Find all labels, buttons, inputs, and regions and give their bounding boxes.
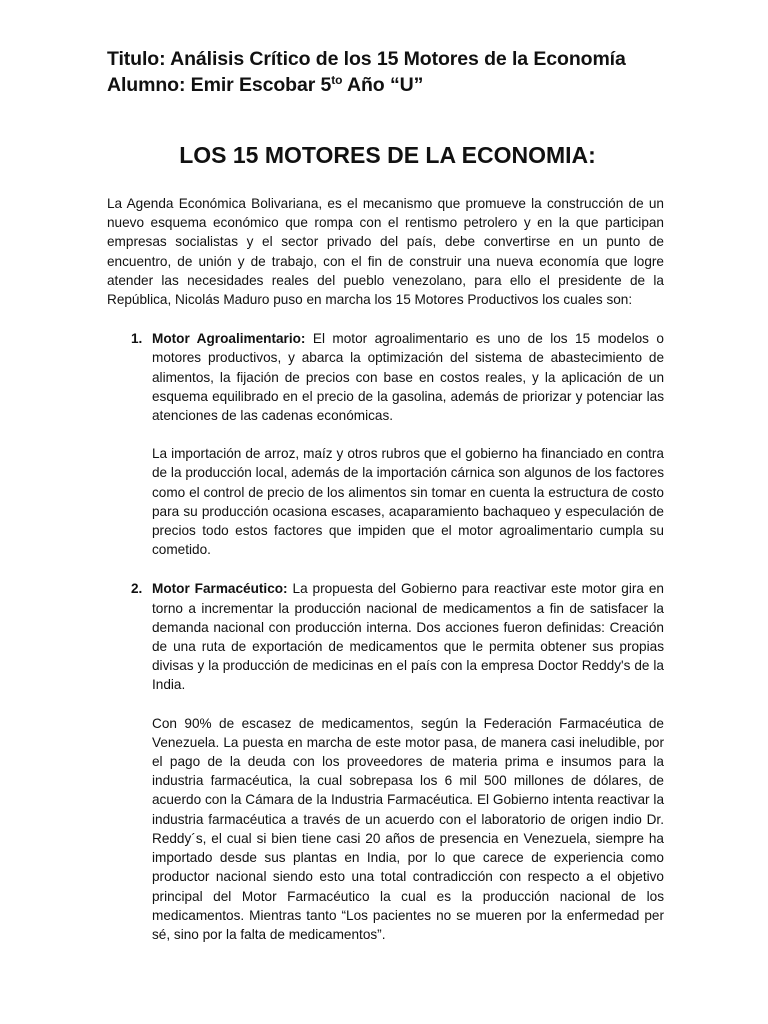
list-item-heading: Motor Farmacéutico:: [152, 581, 288, 597]
list-item-lead-paragraph: [152, 579, 664, 694]
intro-paragraph: La Agenda Económica Bolivariana, es el mecanismo que promueve la construcción de un nuevo esquema económico que rompa con el rentismo petrolero y en la que participan empresas socialistas y el sector privado del país, debe convertirse en un punto de encuentro, de unión y de trabajo, con el fin de construir una nueva economía que logre atender las necesidades reales del pueblo venezolano, para ello el presidente de la República, Nicolás Maduro puso en marcha los 15 Motores Productivos los cuales son:: [107, 196, 664, 308]
document-title-line: [107, 46, 664, 72]
main-heading: LOS 15 MOTORES DE LA ECONOMIA:: [179, 142, 596, 168]
title-text: Titulo: Análisis Crítico de los 15 Motores de la Economía: [107, 48, 626, 70]
list-item-motor-farmaceutico: [107, 579, 664, 944]
list-item-heading: Motor Agroalimentario:: [152, 331, 306, 347]
list-item-lead-text: El motor agroalimentario es uno de los 15 modelos o motores productivos, y abarca la optimización del sistema de abastecimiento de alimentos, la fijación de precios con base en costos reales, y la aplicación de un esquema equilibrado en el precio de la gasolina, además de priorizar y potenciar las atenciones de las cadenas económicas.: [152, 331, 664, 424]
student-name: Alumno: Emir Escobar 5: [107, 74, 332, 96]
grade-superscript: to: [331, 73, 343, 87]
list-item-lead-paragraph: [152, 329, 664, 425]
grade-section: Año “U”: [342, 74, 424, 96]
list-item-number: 2.: [131, 581, 143, 597]
list-item-paragraph: La importación de arroz, maíz y otros rubros que el gobierno ha financiado en contra de la producción local, además de la importación cárnica son algunos de los factores como el control de precio de los alimentos sin tomar en cuenta la estructura de costo para su producción ocasiona escases, acaparamiento bachaqueo y especulación de precios todo estos factores que impiden que el motor agroalimentario cumpla su cometido.: [152, 446, 664, 558]
list-item-number: 1.: [131, 331, 143, 347]
student-line: [107, 72, 664, 98]
list-item-lead-text: La propuesta del Gobierno para reactivar este motor gira en torno a incrementar la producción nacional de medicamentos a fin de satisfacer la demanda nacional con producción interna. Dos acciones fueron definidas: Creación de una ruta de exportación de medicamentos que le permita obtener sus propias divisas y la producción de medicinas en el país con la empresa Doctor Reddy's de la India.: [152, 581, 664, 693]
list-item-motor-agroalimentario: [107, 329, 664, 559]
list-item-paragraph: Con 90% de escasez de medicamentos, según la Federación Farmacéutica de Venezuela. La puesta en marcha de este motor pasa, de manera casi ineludible, por el pago de la deuda con los proveedores de materia prima e insumos para la industria farmacéutica, la cual sobrepasa los 6 mil 500 millones de dólares, de acuerdo con la Cámara de la Industria Farmacéutica. El Gobierno intenta reactivar la industria farmacéutica a través de un acuerdo con el laboratorio de origen indio Dr. Reddy´s, el cual si bien tiene casi 20 años de presencia en Venezuela, siempre ha importado desde sus plantas en India, por lo que carece de experiencia como productor nacional siendo esto una total contradicción con respecto a el objetivo principal del Motor Farmacéutico la cual es la producción nacional de los medicamentos. Mientras tanto “Los pacientes no se mueren por la enfermedad per sé, sino por la falta de medicamentos”.: [152, 715, 664, 942]
